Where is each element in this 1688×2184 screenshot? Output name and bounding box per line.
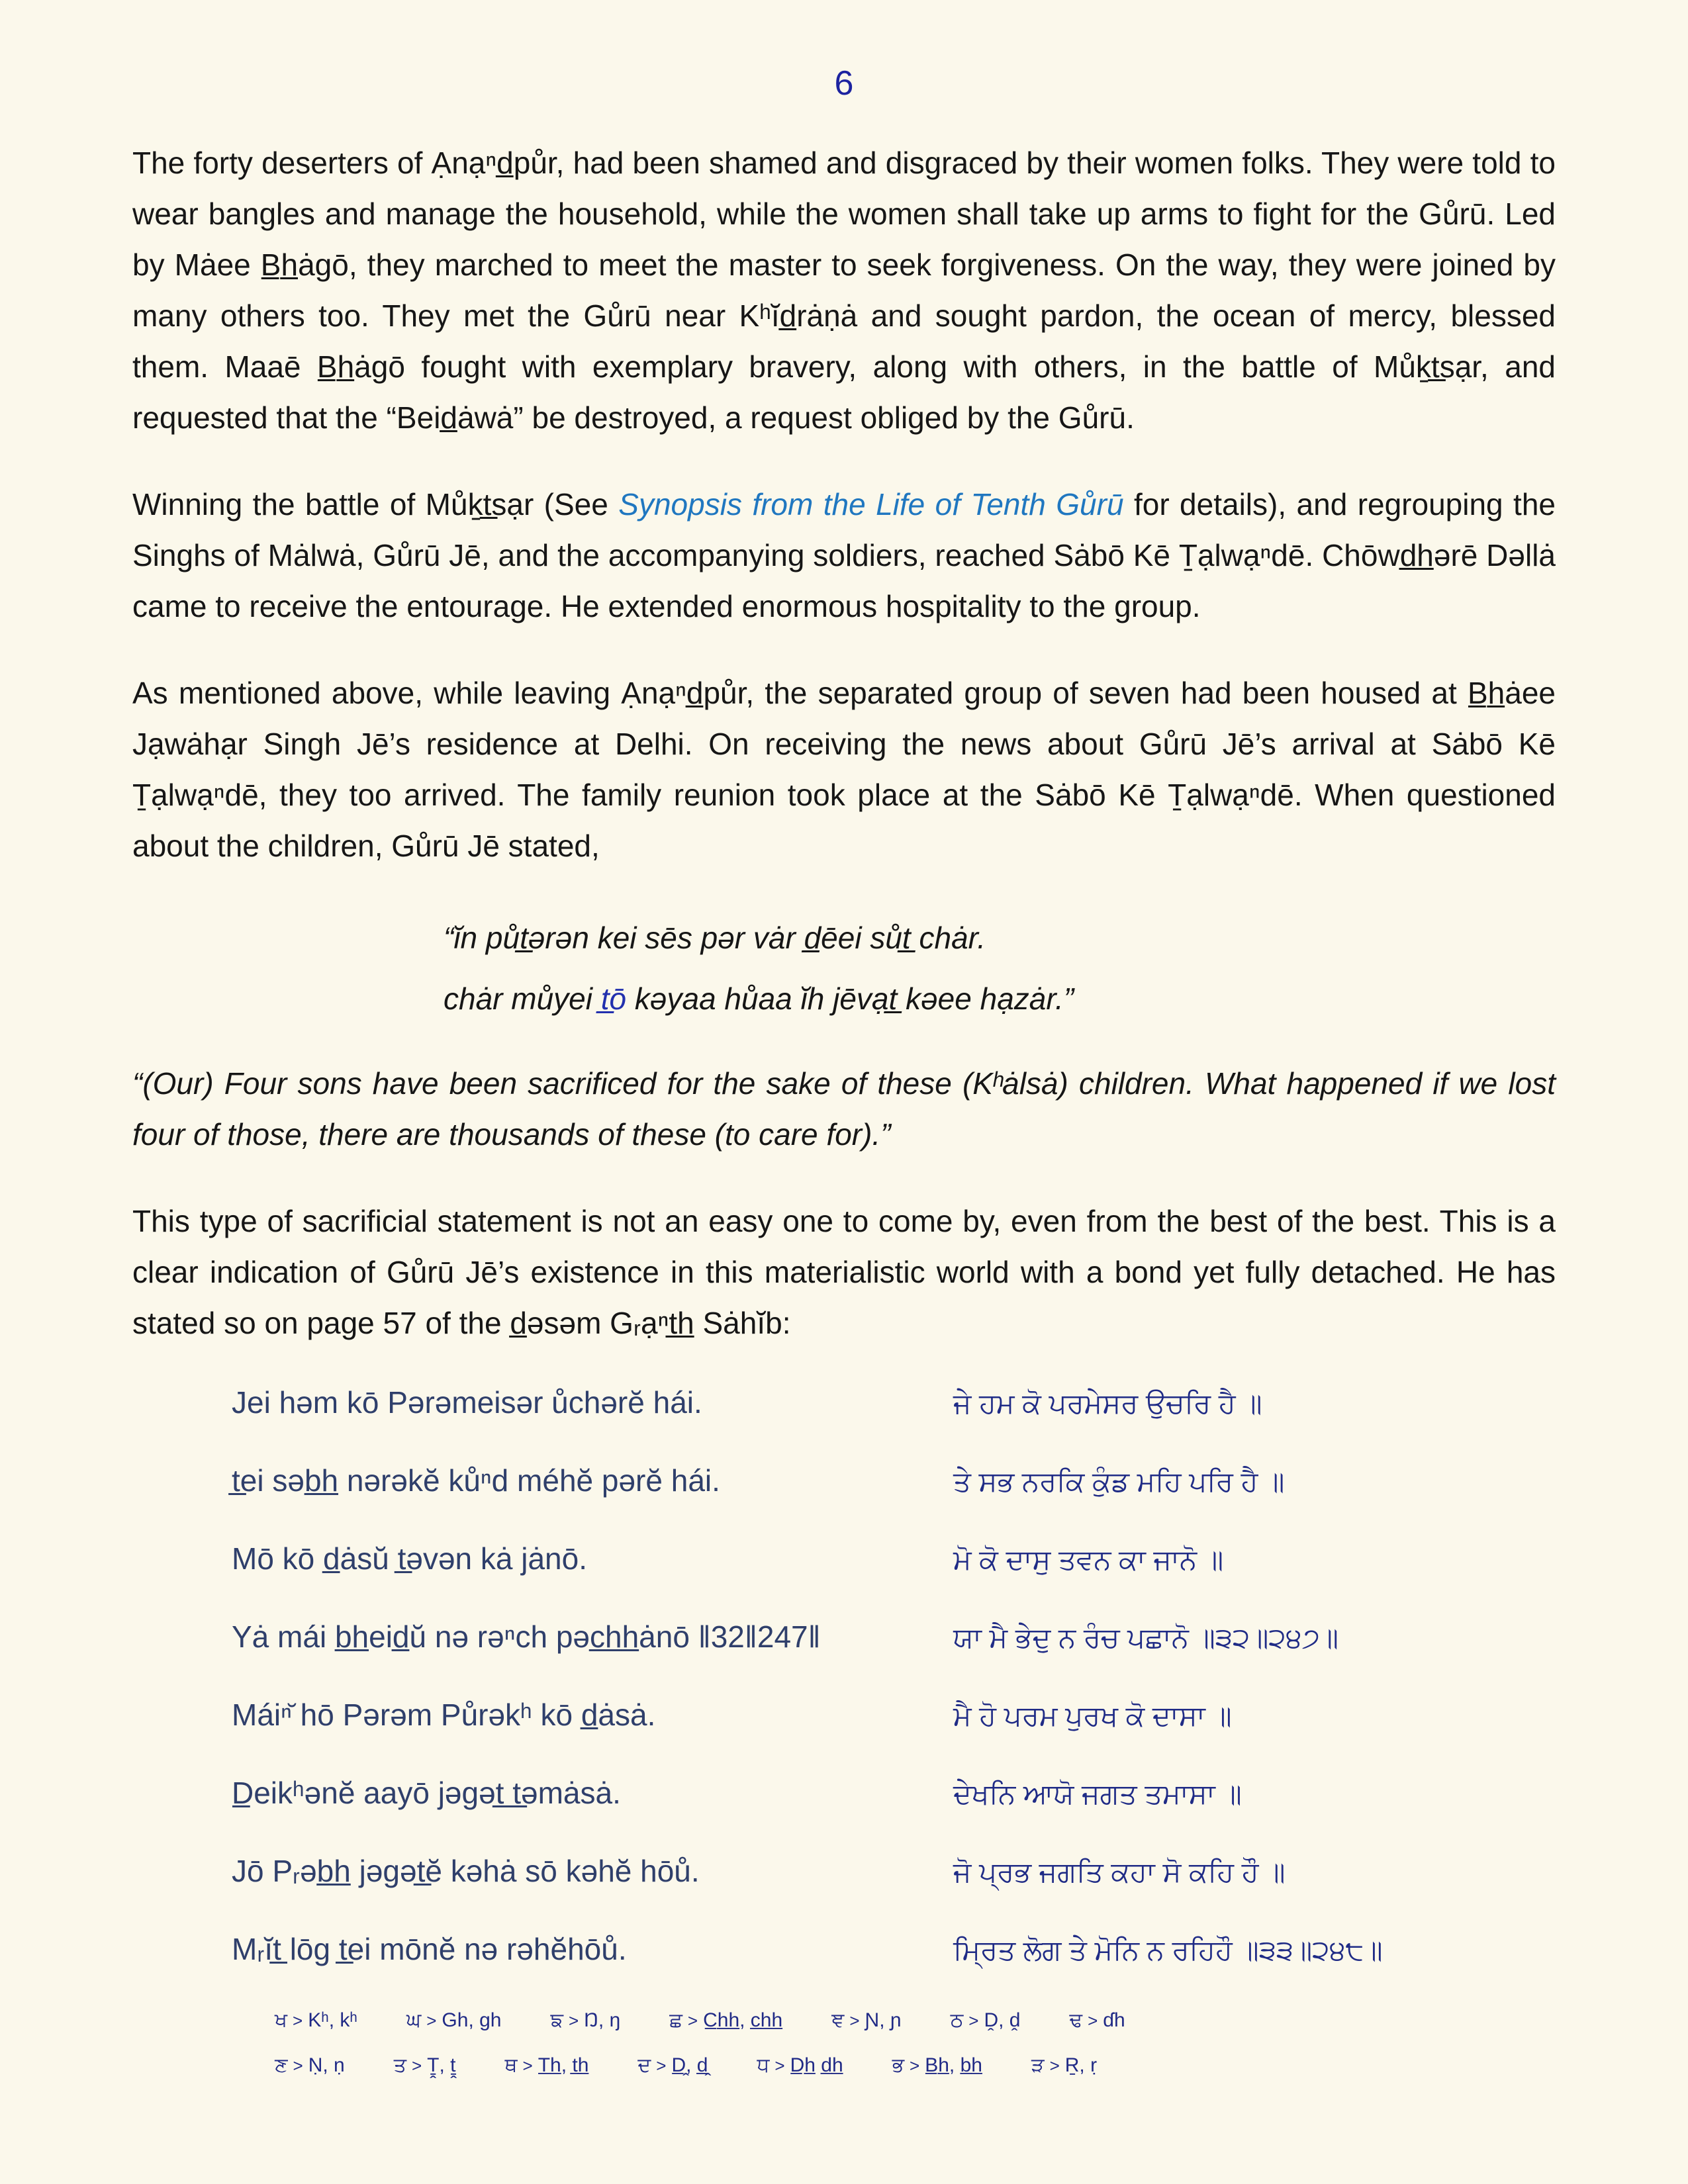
verse-gurmukhi: ਮੈ ਹੋ ਪਰਮ ਪੁਰਖ ਕੋ ਦਾਸਾ ॥	[953, 1700, 1232, 1731]
key-roman-value: Gh, gh	[442, 2009, 502, 2031]
verse-transliteration: Mᵣĭt̲ lōg t̲ei mōnĕ nə rəhĕhōů.	[232, 1932, 627, 1966]
key-item	[406, 2009, 502, 2032]
paragraph-muktsar	[132, 479, 1556, 632]
key-separator: >	[1049, 2056, 1060, 2075]
key-roman-value: C̲h̲h̲, c̲h̲h̲	[703, 2009, 783, 2031]
verse-transliteration: Máiⁿ̆ hō Pərəm Půrəkʰ kō d̲ȧsȧ.	[232, 1698, 656, 1732]
key-gurmukhi-letter: ਘ	[406, 2009, 422, 2031]
key-item	[550, 2009, 620, 2032]
key-roman-value: D̲h̲ d̲h̲	[790, 2054, 843, 2076]
paragraph-reunion: As mentioned above, while leaving Ạnạⁿd̲půr, the separated group of seven had been housed at B̲h̲ȧee Jạwȧhạr Singh Jē’s residence at Delhi. On receiving the news about Gůrū Jē’s arrival at Sȧbō Kē Ṯạlwạⁿdē, they too arrived. The family reunion took place at the Sȧbō Kē Ṯạlwạⁿdē. When questioned about the children, Gůrū Jē stated,	[132, 676, 1556, 863]
paragraph-detachment: This type of sacrificial statement is not an easy one to come by, even from the best of the best. This is a clear indication of Gůrū Jē’s existence in this materialistic world with a bond yet fully detached. He has stated so on page 57 of the d̲əsəm Gᵣạⁿt̲h̲ Sȧhĭb:	[132, 1204, 1556, 1340]
verse-gurmukhi: ਜੋ ਪ੍ਰਭ ਜਗਤਿ ਕਹਾ ਸੋ ਕਹਿ ਹੌ ॥	[953, 1856, 1286, 1888]
key-gurmukhi-letter: ੜ	[1031, 2054, 1045, 2076]
key-separator: >	[687, 2011, 698, 2030]
verse-transliteration: Jō Pᵣəb̲h̲ jəgət̲ĕ kəhȧ sō kəhĕ hōů.	[232, 1854, 700, 1888]
verse-row	[232, 1697, 1556, 1733]
key-roman-value: Ḓ, ḓ	[984, 2009, 1021, 2031]
quote-blue-word: t̲ō	[600, 981, 627, 1016]
key-gurmukhi-letter: ਖ	[275, 2009, 288, 2031]
key-item	[637, 2054, 708, 2077]
verse-row	[232, 1541, 1556, 1576]
verse-transliteration: D̲eikʰənĕ aayō jəgət̲ t̲əmȧsȧ.	[232, 1776, 621, 1810]
key-separator: >	[568, 2011, 579, 2030]
key-item	[831, 2009, 901, 2032]
key-gurmukhi-letter: ਧ	[757, 2054, 770, 2076]
verse-gurmukhi: ਮੋ ਕੋ ਦਾਸੁ ਤਵਨ ਕਾ ਜਾਨੋ ॥	[953, 1544, 1224, 1575]
verse-gurmukhi: ਦੇਖਨਿ ਆਯੋ ਜਗਤ ਤਮਾਸਾ ॥	[953, 1778, 1242, 1809]
key-roman-value: ɗh	[1103, 2009, 1125, 2031]
verse-row	[232, 1931, 1556, 1967]
transliteration-key-row-1	[275, 2009, 1556, 2032]
key-separator: >	[849, 2011, 860, 2030]
verse-gurmukhi: ਮ੍ਰਿਤ ਲੋਗ ਤੇ ਮੋਨਿ ਨ ਰਹਿਹੌ ॥੩੩॥੨੪੮॥	[953, 1934, 1383, 1966]
key-separator: >	[774, 2056, 785, 2075]
verse-row	[232, 1385, 1556, 1420]
key-gurmukhi-letter: ਠ	[950, 2009, 964, 2031]
key-gurmukhi-letter: ਤ	[393, 2054, 406, 2076]
key-roman-value: D̲̭, d̲̭	[671, 2054, 708, 2076]
paragraph-deserters: The forty deserters of Ạnạⁿd̲půr, had been shamed and disgraced by their women folks. They were told to wear bangles and manage the household, while the women shall take up arms to fight for the Gůrū. Led by Mȧee B̲h̲ȧgō, they marched to meet the master to seek forgiveness. On the way, they were joined by many others too. They met the Gůrū near Kʰĭd̲rȧṇȧ and sought pardon, the ocean of mercy, blessed them. Maaē B̲h̲ȧgō fought with exemplary bravery, along with others, in the battle of Můḵt̲sạr, and requested that the “Beid̲ȧwȧ” be destroyed, a request obliged by the Gůrū.	[132, 146, 1556, 435]
key-gurmukhi-letter: ਙ	[550, 2009, 563, 2031]
verse-quote	[444, 907, 1556, 1029]
key-separator: >	[656, 2056, 667, 2075]
key-separator: >	[426, 2011, 437, 2030]
key-separator: >	[522, 2056, 533, 2075]
key-roman-value: T̲h̲, t̲h̲	[538, 2054, 589, 2076]
key-separator: >	[910, 2056, 920, 2075]
key-separator: >	[968, 2011, 979, 2030]
key-item	[1031, 2054, 1097, 2077]
verse-row	[232, 1619, 1556, 1655]
key-gurmukhi-letter: ਛ	[669, 2009, 682, 2031]
key-roman-value: Ṯ̭, ṯ̭	[427, 2054, 456, 2076]
key-item	[757, 2054, 843, 2077]
verse-gurmukhi: ਯਾ ਮੈ ਭੇਦੁ ਨ ਰੰਚ ਪਛਾਨੋ ॥੩੨॥੨੪੭॥	[953, 1622, 1339, 1653]
scripture-verse-table	[232, 1385, 1556, 1967]
quote-line-2-before: chȧr můyei	[444, 981, 601, 1016]
synopsis-link[interactable]: Synopsis from the Life of Tenth Gůrū	[618, 487, 1124, 522]
key-roman-value: Ŋ, ŋ	[584, 2009, 621, 2031]
key-item	[504, 2054, 588, 2077]
key-item	[1070, 2009, 1125, 2032]
verse-gurmukhi: ਜੇ ਹਮ ਕੋ ਪਰਮੇਸਰ ਉਚਰਿ ਹੈ ॥	[953, 1388, 1262, 1419]
verse-transliteration: Yȧ mái b̲h̲eid̲ŭ nə rəⁿch pəc̲h̲h̲ȧnō ‖32‖247‖	[232, 1619, 821, 1654]
key-separator: >	[293, 2056, 303, 2075]
paragraph-muktsar-text-after: for details), and regrouping the Singhs of Mȧlwȧ, Gůrū Jē, and the accompanying soldiers, reached Sȧbō Kē Ṯạlwạⁿdē. Chōwd̲h̲ərē Dəllȧ came to receive the entourage. He extended enormous hospitality to the group.	[132, 487, 1556, 623]
key-item	[892, 2054, 982, 2077]
key-gurmukhi-letter: ਥ	[504, 2054, 518, 2076]
key-gurmukhi-letter: ਭ	[892, 2054, 905, 2076]
verse-row	[232, 1463, 1556, 1498]
verse-transliteration: Mō kō d̲ȧsŭ t̲əvən kȧ jȧnō.	[232, 1541, 587, 1576]
key-separator: >	[411, 2056, 422, 2075]
transliteration-key-row-2	[275, 2054, 1556, 2077]
key-item	[669, 2009, 782, 2032]
quote-line-2-after: kəyaa hůaa ĭh jēvạt̲ kəee hạzȧr.”	[626, 981, 1074, 1016]
key-item	[951, 2009, 1021, 2032]
verse-transliteration: Jei həm kō Pərəmeisər ůchərĕ hái.	[232, 1385, 702, 1420]
verse-gurmukhi: ਤੇ ਸਭ ਨਰਕਿ ਕੁੰਡ ਮਹਿ ਪਰਿ ਹੈ ॥	[953, 1466, 1285, 1497]
key-item	[275, 2054, 345, 2077]
key-roman-value: Ṇ, ṇ	[308, 2054, 345, 2076]
verse-transliteration: t̲ei səb̲h̲ nərəkĕ kůⁿd méhĕ pərĕ hái.	[232, 1463, 720, 1498]
quote-line-2	[444, 968, 1556, 1029]
key-item	[275, 2009, 357, 2032]
key-gurmukhi-letter: ਢ	[1069, 2009, 1083, 2031]
key-item	[394, 2054, 456, 2077]
key-gurmukhi-letter: ਣ	[275, 2054, 288, 2076]
key-gurmukhi-letter: ਞ	[831, 2009, 845, 2031]
key-roman-value: B̲h̲, b̲h̲	[925, 2054, 982, 2076]
translation-paragraph: “(Our) Four sons have been sacrificed for the sake of these (Kʰȧlsȧ) children. What happened if we lost four of those, there are thousands of these (to care for).”	[132, 1066, 1556, 1152]
verse-row	[232, 1775, 1556, 1811]
key-separator: >	[1088, 2011, 1098, 2030]
key-separator: >	[293, 2011, 303, 2030]
transliteration-key	[275, 2009, 1556, 2077]
verse-row	[232, 1853, 1556, 1889]
quote-line-1: “ĭn půt̲ərən kei sēs pər vȧr d̲ēei sůt̲ chȧr.	[444, 921, 986, 955]
key-roman-value: Ɲ, ɲ	[865, 2009, 902, 2031]
key-gurmukhi-letter: ਦ	[637, 2054, 651, 2076]
page-number: 6	[834, 64, 854, 103]
key-roman-value: Kʰ, kʰ	[308, 2009, 357, 2031]
key-roman-value: Ṟ, ṛ	[1064, 2054, 1098, 2076]
paragraph-muktsar-text-before: Winning the battle of Můḵt̲sạr (See	[132, 487, 619, 522]
